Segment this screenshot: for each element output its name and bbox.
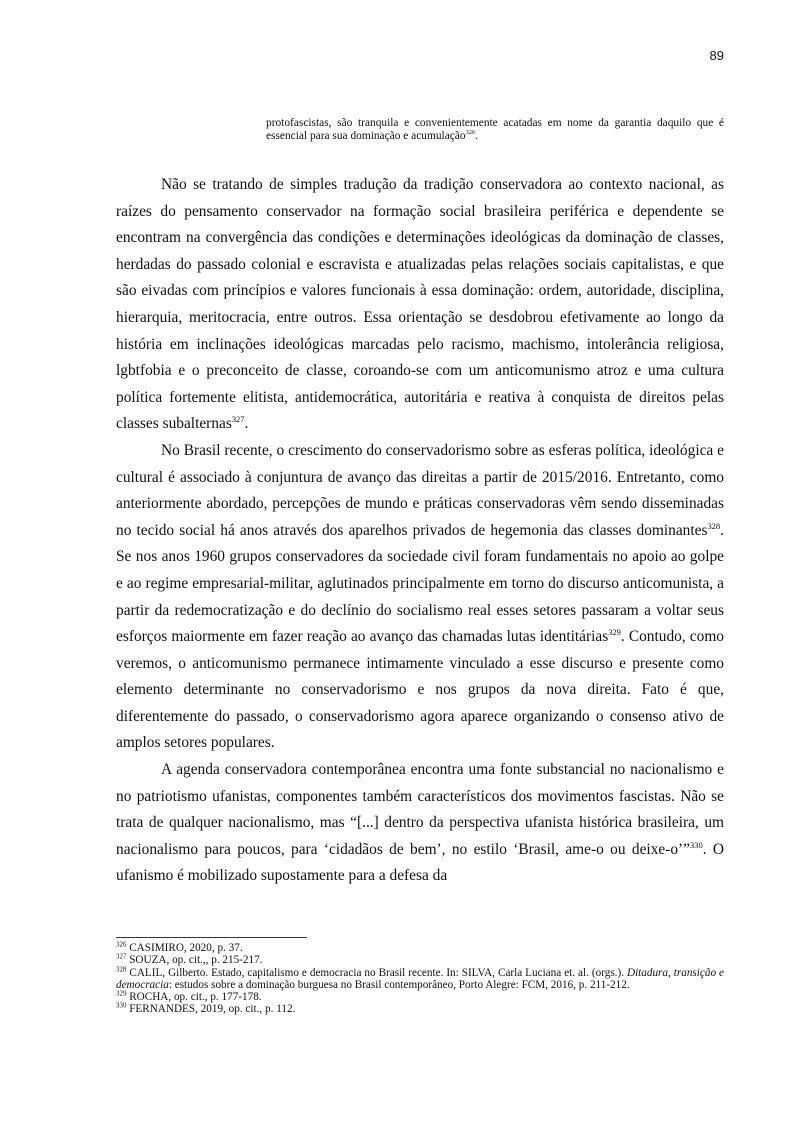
footnotes	[116, 942, 724, 1016]
paragraph	[116, 438, 724, 757]
footnote-divider	[116, 937, 307, 938]
footnote-text: CALIL, Gilberto. Estado, capitalismo e democracia no Brasil recente. In: SILVA, Carla Luciana et. al. (orgs.).	[129, 966, 627, 979]
paragraph-text: Não se tratando de simples tradução da tradição conservadora ao contexto nacional, as raízes do pensamento conservador na formação social brasileira periférica e dependente se encontram na convergência das condições e determinações ideológicas da dominação de classes, herdadas do passado colonial e escravista e atualizadas pelas relações sociais capitalistas, e que são eivadas com princípios e valores funcionais à essa dominação: ordem, autoridade, disciplina, hierarquia, meritocracia, entre outros. Essa orientação se desdobrou efetivamente ao longo da história em inclinações ideológicas marcadas pelo racismo, machismo, intolerância religiosa, lgbtfobia e o preconceito de classe, coroando-se com um anticomunismo atroz e uma cultura política fortemente elitista, antidemocrática, autoritária e reativa à conquista de direitos pelas classes subalternas	[116, 176, 724, 433]
paragraph	[116, 172, 724, 438]
paragraph-text: A agenda conservadora contemporânea encontra uma fonte substancial no nacionalismo e no patriotismo ufanistas, componentes também característicos dos movimentos fascistas. Não se trata de qualquer nacionalismo, mas “[...] dentro da perspectiva ufanista histórica brasileira, um nacionalismo para poucos, para ‘cidadãos de bem’, no estilo ‘Brasil, ame-o ou deixe-o’”	[116, 761, 724, 858]
footnote	[116, 964, 724, 992]
footnote-ref[interactable]: 327	[231, 414, 245, 425]
footnote-text: ROCHA, op. cit., p. 177-178.	[129, 991, 262, 1004]
footnote-text: CASIMIRO, 2020, p. 37.	[129, 942, 243, 954]
paragraph-text: .	[244, 415, 249, 433]
footnote	[116, 942, 724, 954]
footnote	[116, 1003, 724, 1015]
paragraph	[116, 757, 724, 890]
footnote-ref[interactable]: 329	[608, 626, 621, 637]
footnote-ref[interactable]: 330	[690, 839, 703, 850]
footnote-text: SOUZA, op. cit.,, p. 215-217.	[129, 954, 263, 967]
footnote-number: 328	[116, 964, 127, 973]
paragraph-text: . Se nos anos 1960 grupos conservadores da sociedade civil foram fundamentais no apoio ao golpe e ao regime empresarial-militar, aglutinados principalmente em torno do discurso anticomunista, a partir da redemocratização e do declínio do socialismo real esses setores passaram a voltar seus esforços maiormente em fazer reação ao avanço das chamadas lutas identitárias	[116, 521, 724, 646]
paragraph-text: . Contudo, como veremos, o anticomunismo permanece intimamente vinculado a esse discurso e presente como elemento determinante no conservadorismo e nos grupos da nova direita. Fato é que, diferentemente do passado, o conservadorismo agora aparece organizando o consenso ativo de amplos setores populares.	[116, 628, 724, 752]
footnote-number: 327	[116, 952, 127, 961]
body-text	[116, 172, 724, 890]
paragraph-text: No Brasil recente, o crescimento do conservadorismo sobre as esferas política, ideológica e cultural é associado à conjuntura de avanço das direitas a partir de 2015/2016. Entretanto, como anteriormente abordado, percepções de mundo e práticas conservadoras vêm sendo disseminadas no tecido social há anos através dos aparelhos privados de hegemonia das classes dominantes	[116, 441, 724, 539]
quote-end: .	[474, 130, 478, 142]
paragraph-text: . O ufanismo é mobilizado supostamente para a defesa da	[116, 840, 724, 885]
footnote-ref[interactable]: 326	[465, 129, 475, 137]
footnote-text: FERNANDES, 2019, op. cit., p. 112.	[129, 1003, 296, 1016]
footnote-ref[interactable]: 328	[707, 520, 721, 531]
footnote-number: 330	[116, 1001, 127, 1010]
quote-text: protofascistas, são tranquila e convenientemente acatadas em nome da garantia daquilo que é essencial para sua dominação e acumulação	[266, 117, 724, 142]
block-quote	[266, 117, 724, 143]
footnote	[116, 991, 724, 1003]
footnote-title: Ditadura, transição e democracia	[116, 966, 724, 991]
footnote	[116, 954, 724, 966]
page-number: 89	[709, 48, 724, 63]
footnote-text: : estudos sobre a dominação burguesa no Brasil contemporâneo, Porto Alegre: FCM, 2016, p. 211-212.	[168, 978, 630, 991]
footnote-number: 329	[116, 989, 127, 998]
footnote-number: 326	[116, 940, 127, 949]
